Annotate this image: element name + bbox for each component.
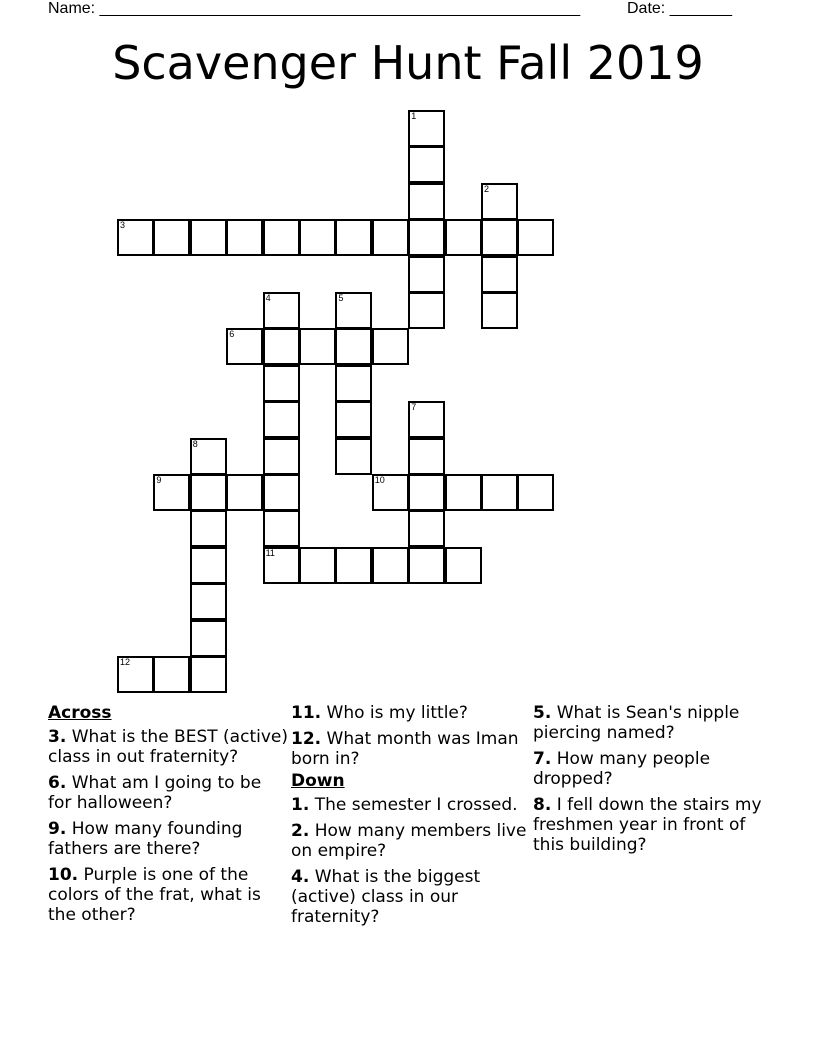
- grid-cell[interactable]: [408, 219, 445, 256]
- cell-number: 2: [484, 183, 490, 194]
- grid-cell[interactable]: [445, 474, 482, 511]
- grid-cell[interactable]: [117, 656, 154, 693]
- clues-column-1: [48, 703, 288, 931]
- grid-cell[interactable]: [190, 474, 227, 511]
- clue-down-4: 4. What is the biggest (active) class in our fraternity?: [291, 867, 481, 927]
- grid-cell[interactable]: [481, 256, 518, 293]
- grid-cell[interactable]: [408, 438, 445, 475]
- grid-cell[interactable]: [226, 474, 263, 511]
- grid-cell[interactable]: [335, 401, 372, 438]
- grid-cell[interactable]: [481, 474, 518, 511]
- grid-cell[interactable]: [408, 292, 445, 329]
- cell-number: 11: [265, 547, 275, 558]
- grid-cell[interactable]: [190, 547, 227, 584]
- clue-down-8: 8. I fell down the stairs my freshmen year in front of this building?: [533, 795, 762, 855]
- cell-number: 3: [120, 220, 126, 231]
- grid-cell[interactable]: [408, 110, 445, 147]
- clue-across-9: 9. How many founding fathers are there?: [48, 819, 243, 859]
- grid-cell[interactable]: [335, 292, 372, 329]
- cell-number: 9: [156, 475, 162, 485]
- grid-cell[interactable]: [517, 219, 554, 256]
- grid-cell[interactable]: [372, 219, 409, 256]
- date-field-label: Date: _______: [627, 0, 732, 17]
- grid-cell[interactable]: [263, 328, 300, 365]
- grid-cell[interactable]: [190, 656, 227, 693]
- clue-down-2: 2. How many members live on empire?: [291, 821, 527, 861]
- cell-number: 4: [265, 293, 271, 303]
- clues-column-2: [291, 703, 531, 933]
- grid-cell[interactable]: [263, 510, 300, 547]
- grid-cell[interactable]: [335, 547, 372, 584]
- grid-cell[interactable]: [335, 219, 372, 256]
- grid-cell[interactable]: [372, 328, 409, 365]
- grid-cell[interactable]: [408, 474, 445, 511]
- clue-down-7: 7. How many people dropped?: [533, 749, 711, 789]
- grid-cell[interactable]: [190, 620, 227, 657]
- name-field-label: Name: ______________________________________________________: [48, 0, 581, 17]
- page-title: Scavenger Hunt Fall 2019: [112, 36, 704, 90]
- grid-cell[interactable]: [263, 365, 300, 402]
- grid-cell[interactable]: [299, 328, 336, 365]
- clue-down-1: 1. The semester I crossed.: [291, 795, 518, 815]
- grid-cell[interactable]: [299, 547, 336, 584]
- clue-down-5: 5. What is Sean's nipple piercing named?: [533, 703, 740, 743]
- clue-across-3: 3. What is the BEST (active) class in out fraternity?: [48, 727, 288, 767]
- across-heading: Across: [48, 703, 112, 723]
- grid-cell[interactable]: [263, 438, 300, 475]
- grid-cell[interactable]: [153, 474, 190, 511]
- clues-column-3: [533, 703, 768, 861]
- grid-cell[interactable]: [335, 365, 372, 402]
- cell-number: 8: [192, 438, 198, 449]
- grid-cell[interactable]: [372, 474, 409, 511]
- grid-cell[interactable]: [190, 219, 227, 256]
- cell-number: 10: [374, 475, 385, 485]
- grid-cell[interactable]: [445, 547, 482, 584]
- grid-cell[interactable]: [263, 474, 300, 511]
- grid-cell[interactable]: [372, 547, 409, 584]
- clue-across-11: 11. Who is my little?: [291, 703, 468, 723]
- grid-cell[interactable]: [408, 183, 445, 220]
- grid-cell[interactable]: [481, 292, 518, 329]
- grid-cell[interactable]: [335, 438, 372, 475]
- grid-cell[interactable]: [445, 219, 482, 256]
- cell-number: 5: [338, 293, 344, 303]
- down-heading: Down: [291, 771, 345, 791]
- grid-cell[interactable]: [190, 510, 227, 547]
- clue-across-12: 12. What month was Iman born in?: [291, 729, 519, 769]
- cell-number: 6: [229, 329, 235, 340]
- grid-cell[interactable]: [226, 219, 263, 256]
- grid-cell[interactable]: [226, 328, 263, 365]
- grid-cell[interactable]: [299, 219, 336, 256]
- grid-cell[interactable]: [190, 438, 227, 475]
- cell-number: 12: [120, 657, 131, 667]
- grid-cell[interactable]: [335, 328, 372, 365]
- cell-number: 7: [411, 402, 417, 413]
- grid-cell[interactable]: [517, 474, 554, 511]
- grid-cell[interactable]: [153, 656, 190, 693]
- grid-cell[interactable]: [263, 292, 300, 329]
- grid-cell[interactable]: [117, 219, 154, 256]
- grid-cell[interactable]: [263, 401, 300, 438]
- grid-cell[interactable]: [408, 510, 445, 547]
- cell-number: 1: [411, 111, 417, 121]
- grid-cell[interactable]: [263, 219, 300, 256]
- grid-cell[interactable]: [408, 547, 445, 584]
- grid-cell[interactable]: [153, 219, 190, 256]
- grid-cell[interactable]: [263, 547, 300, 584]
- grid-cell[interactable]: [408, 146, 445, 183]
- clue-across-6: 6. What am I going to be for halloween?: [48, 773, 262, 813]
- grid-cell[interactable]: [481, 183, 518, 220]
- grid-cell[interactable]: [190, 583, 227, 620]
- clue-across-10: 10. Purple is one of the colors of the frat, what is the other?: [48, 865, 261, 925]
- grid-cell[interactable]: [408, 256, 445, 293]
- grid-cell[interactable]: [408, 401, 445, 438]
- grid-cell[interactable]: [481, 219, 518, 256]
